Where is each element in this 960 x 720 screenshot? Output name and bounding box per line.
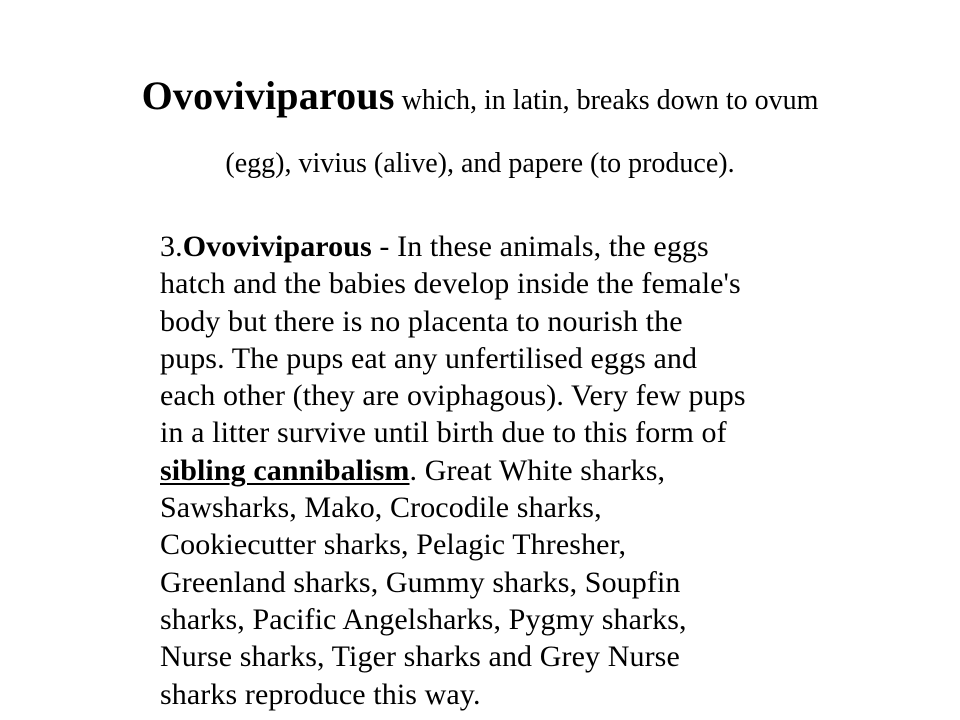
- body-line-12: Nurse sharks, Tiger sharks and Grey Nurse: [160, 640, 680, 674]
- body-line-11: sharks, Pacific Angelsharks, Pygmy sharks,: [160, 602, 687, 636]
- title-line-1: [0, 73, 960, 119]
- body-line-6: in a litter survive until birth due to this form of: [160, 416, 727, 450]
- body-line-9: Cookiecutter sharks, Pelagic Thresher,: [160, 528, 627, 562]
- body-line-3: body but there is no placenta to nourish the: [160, 304, 683, 338]
- title-line-2: (egg), vivius (alive), and papere (to produce).: [225, 148, 735, 179]
- body-term: Ovoviviparous: [182, 230, 372, 263]
- body-line-7: [160, 452, 800, 489]
- body-line-10: Greenland sharks, Gummy sharks, Soupfin: [160, 565, 681, 599]
- body-line-1-rest: In these animals, the eggs: [397, 230, 709, 263]
- body-line-7-rest: . Great White sharks,: [409, 453, 666, 487]
- body-number: 3.: [160, 230, 183, 263]
- body-line-2: hatch and the babies develop inside the female's: [160, 267, 741, 301]
- body-line-1: [160, 228, 800, 265]
- body-line-4: pups. The pups eat any unfertilised eggs and: [160, 341, 698, 375]
- title-term: Ovoviviparous: [141, 73, 395, 118]
- body-line-5: each other (they are oviphagous). Very few pups: [160, 379, 746, 413]
- body-line-8: Sawsharks, Mako, Crocodile sharks,: [160, 491, 602, 525]
- title-line-1-rest: which, in latin, breaks down to ovum: [394, 85, 819, 116]
- body-line-13: sharks reproduce this way.: [160, 677, 481, 711]
- body-dash: -: [371, 230, 398, 263]
- sibling-cannibalism-link: sibling cannibalism: [160, 453, 410, 487]
- body-text-block: [160, 228, 800, 713]
